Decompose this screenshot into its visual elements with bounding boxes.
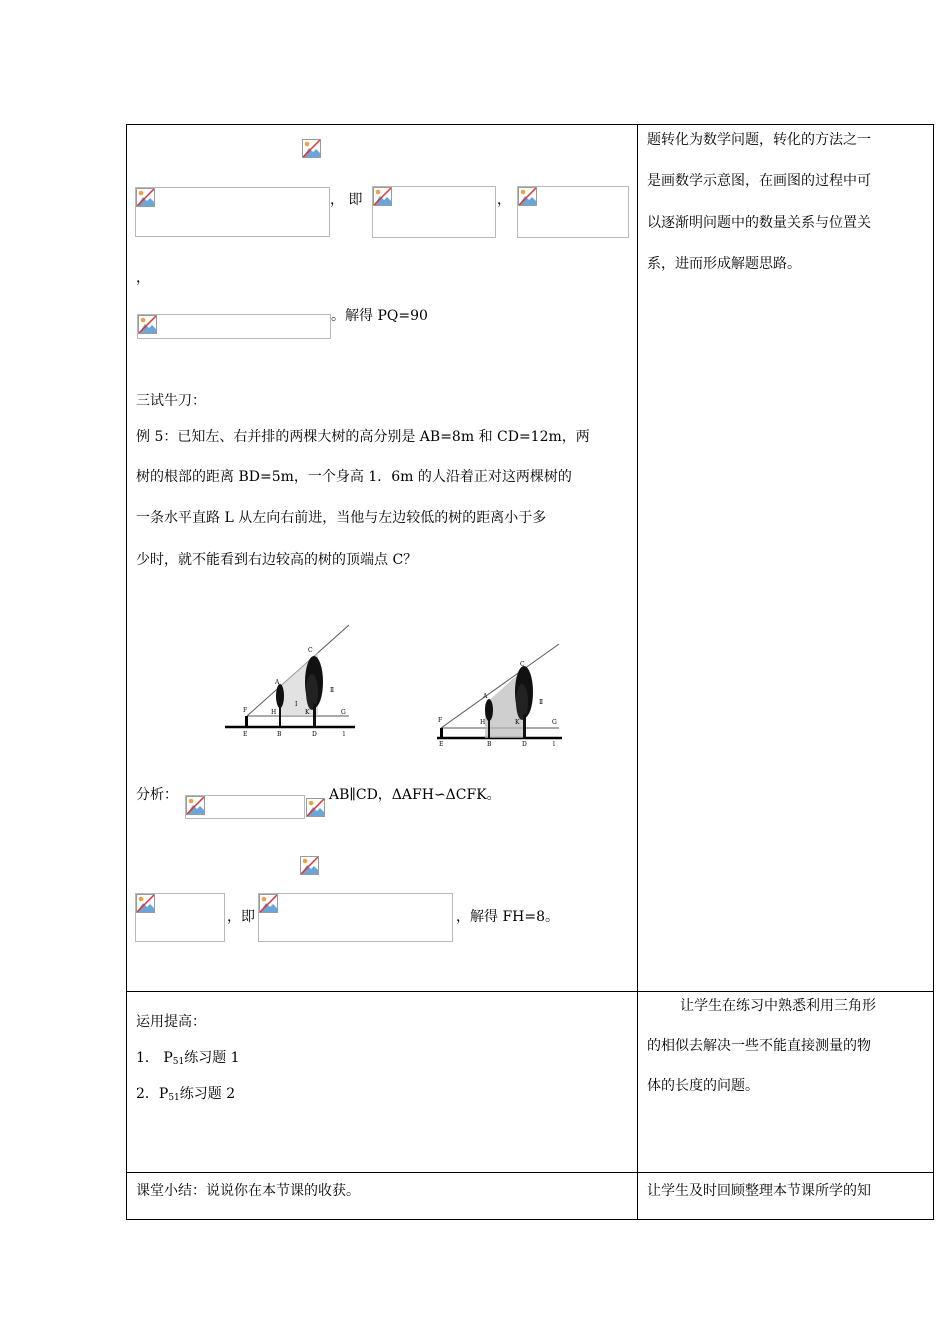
label-f: F [438,717,443,724]
label-k: K [305,709,310,716]
pq-result: 。解得 PQ=90 [331,308,428,324]
summary-left: 课堂小结：说说你在本节课的收获。 [136,1183,360,1199]
broken-image-icon [518,187,537,206]
example-line: 一条水平直路 L 从左向右前进，当他与左边较低的树的距离小于多 [136,510,547,526]
broken-image-icon [138,315,157,334]
exercise-item-1 [136,1048,240,1072]
exercise-suffix: 练习题 2 [179,1086,236,1102]
fh-result: ，解得 FH=8。 [456,909,560,925]
section-title: 三试牛刀： [136,393,206,409]
label-g: G [552,719,557,726]
analysis-text: AB∥CD，ΔAFH∽ΔCFK。 [329,787,501,803]
exercise-item-2 [136,1084,235,1108]
label-g: G [341,709,346,716]
label-h: H [271,709,277,716]
formula-image-box [137,314,331,339]
example-line: 少时，就不能看到右边较高的树的顶端点 C？ [136,552,418,568]
label-l: l [343,731,345,738]
analysis-label: 分析： [136,787,178,803]
text-comma: ， [497,192,511,208]
page-subscript: 51 [172,1057,185,1067]
label-e: E [243,731,248,738]
summary-right: 让学生及时回顾整理本节课所学的知 [647,1183,871,1199]
row-divider-2 [126,1172,933,1173]
broken-image-icon [136,894,155,913]
label-c: C [520,661,525,668]
label-e: E [439,741,444,746]
label-a: A [483,693,488,700]
tree-figure-left [225,622,355,740]
label-ii: Ⅱ [330,687,335,694]
text-comma: ， [136,270,150,286]
broken-image-icon [186,796,205,815]
example-line: 例 5：已知左、右并排的两棵大树的高分别是 AB=8m 和 CD=12m，两 [136,429,590,445]
label-d: D [312,731,317,738]
formula-image-box [258,893,453,942]
broken-image-icon [306,798,325,817]
text-ji: ，即 [227,909,255,925]
note-line: 系，进而形成解题思路。 [647,256,801,272]
row2-title: 运用提高： [136,1014,206,1030]
broken-image-icon [300,856,319,875]
exercise-prefix: 1． P [136,1050,173,1066]
label-ii: Ⅱ [539,699,544,706]
label-h: H [480,719,486,726]
label-b: B [487,741,492,746]
column-divider [637,124,638,1219]
example-line: 树的根部的距离 BD=5m，一个身高 1．6m 的人沿着正对这两棵树的 [136,469,572,485]
broken-image-icon [373,187,392,206]
note-line: 是画数学示意图，在画图的过程中可 [647,173,871,189]
label-k: K [515,719,520,726]
exercise-suffix: 练习题 1 [184,1050,240,1066]
text-ji: ， 即 [330,192,363,208]
tree-figure-right [437,642,562,746]
label-i: I [295,701,298,708]
label-b: B [277,731,282,738]
note-line: 让学生在练习中熟悉利用三角形 [680,998,876,1014]
label-f: F [243,707,248,714]
note-line: 的相似去解决一些不能直接测量的物 [647,1038,871,1054]
label-d: D [522,741,527,746]
broken-image-icon [302,139,321,158]
broken-image-icon [136,188,155,207]
label-l: l [553,741,555,746]
note-line: 以逐渐明问题中的数量关系与位置关 [647,215,871,231]
formula-image-box [135,187,330,237]
row-divider-1 [126,991,933,992]
note-line: 体的长度的问题。 [647,1078,759,1094]
note-line: 题转化为数学问题，转化的方法之一 [647,132,871,148]
broken-image-icon [259,894,278,913]
label-a: A [275,679,280,686]
exercise-prefix: 2．P [136,1086,169,1102]
page-subscript: 51 [168,1093,180,1103]
label-c: C [308,647,313,654]
